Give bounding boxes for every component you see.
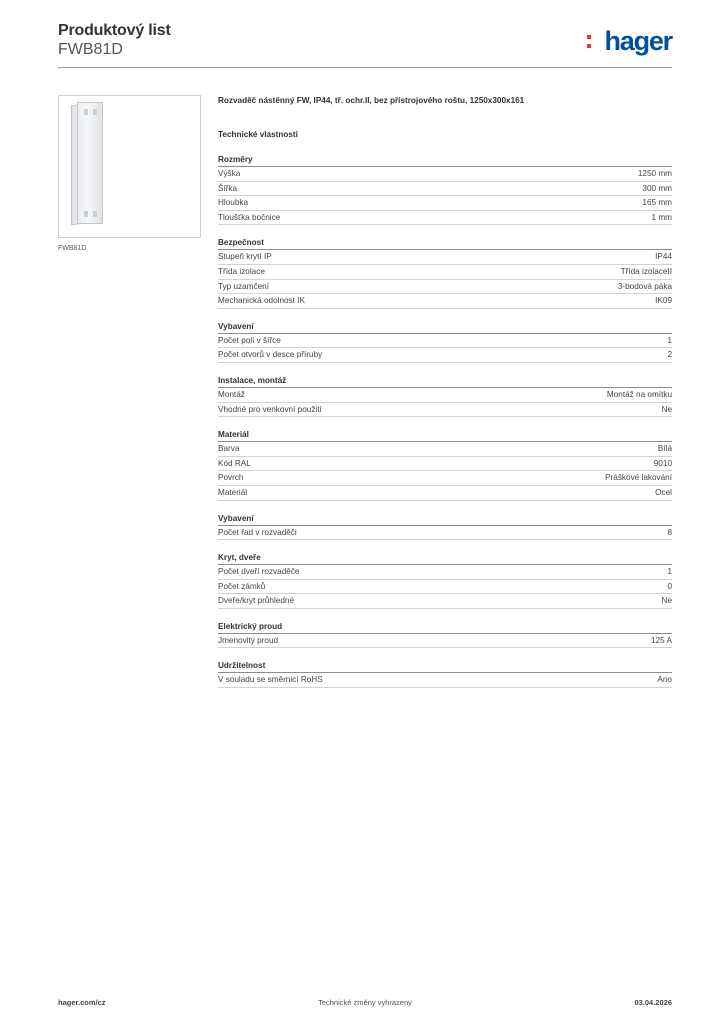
header-divider: [58, 67, 672, 68]
spec-value: 1250 mm: [637, 169, 672, 178]
spec-value: 125 A: [651, 635, 672, 645]
spec-row: [218, 280, 672, 295]
spec-label: Výška: [218, 169, 241, 178]
page-title: Produktový list: [58, 22, 171, 39]
spec-section: [218, 551, 672, 609]
spec-label: Vhodné pro venkovní použití: [218, 404, 322, 414]
spec-value: 300 mm: [642, 183, 672, 193]
section-title: Elektrický proud: [218, 620, 672, 634]
spec-sections: [218, 153, 672, 688]
spec-label: Dveře/kryt průhledné: [218, 596, 294, 606]
spec-row: [218, 403, 672, 418]
spec-row: [218, 471, 672, 486]
spec-row: [218, 565, 672, 580]
section-title: Vybavení: [218, 512, 672, 526]
spec-row: [218, 167, 672, 182]
section-title: Udržitelnost: [218, 659, 672, 673]
logo-accent-icon: [587, 35, 591, 51]
spec-label: Povrch: [218, 473, 244, 483]
spec-row: [218, 634, 672, 649]
spec-label: Montáž: [218, 389, 245, 399]
spec-label: Počet zámků: [218, 581, 266, 591]
spec-value: Ne: [661, 596, 672, 606]
image-caption: FWB81D: [58, 245, 87, 252]
spec-section: [218, 153, 672, 225]
page-header: [58, 20, 672, 70]
spec-value: IP44: [655, 252, 672, 262]
spec-row: [218, 442, 672, 457]
spec-label: Počet dveří rozvaděče: [218, 567, 300, 577]
cabinet-illustration: [71, 102, 103, 226]
section-title: Kryt, dveře: [218, 551, 672, 565]
spec-value: 3-bodová páka: [617, 281, 672, 291]
section-title: Materiál: [218, 428, 672, 442]
spec-row: [218, 348, 672, 363]
spec-label: Počet řad v rozvaděči: [218, 527, 297, 537]
page-footer: [58, 998, 672, 1010]
spec-value: 8: [667, 527, 672, 537]
spec-label: Stupeň krytí IP: [218, 252, 272, 262]
spec-value: Třída izolaceII: [620, 266, 672, 276]
spec-label: Šířka: [218, 183, 238, 193]
spec-row: [218, 486, 672, 501]
footer-website: hager.com/cz: [58, 998, 106, 1007]
spec-row: [218, 294, 672, 309]
spec-value: IK09: [655, 296, 672, 306]
spec-row: [218, 388, 672, 403]
section-title: Rozměry: [218, 153, 672, 167]
spec-label: Barva: [218, 444, 240, 454]
hager-logo: [562, 26, 672, 62]
spec-section: [218, 659, 672, 688]
spec-value: Montáž na omítku: [606, 389, 672, 399]
spec-label: Počet polí v šířce: [218, 335, 281, 345]
footer-notice: Technické změny vyhrazeny: [318, 998, 412, 1007]
spec-row: [218, 673, 672, 688]
spec-value: 9010: [653, 458, 672, 468]
spec-label: V souladu se směrnicí RoHS: [218, 675, 323, 685]
product-image-column: [58, 95, 201, 252]
spec-label: Typ uzamčení: [218, 281, 269, 291]
spec-row: [218, 250, 672, 265]
product-description: Rozvaděč nástěnný FW, IP44, tř. ochr.II, bez přístrojového roštu, 1250x300x161: [218, 96, 525, 105]
spec-row: [218, 265, 672, 280]
product-code: FWB81D: [58, 41, 123, 58]
spec-value: 1: [667, 335, 672, 345]
spec-value: Ne: [661, 404, 672, 414]
spec-section: [218, 320, 672, 363]
spec-section: [218, 374, 672, 417]
spec-row: [218, 457, 672, 472]
tech-properties-heading: Technické vlastnosti: [218, 130, 298, 139]
spec-label: Hloubka: [218, 198, 249, 208]
spec-row: [218, 334, 672, 349]
section-title: Instalace, montáž: [218, 374, 672, 388]
spec-section: [218, 428, 672, 500]
spec-value: 1 mm: [651, 212, 672, 222]
spec-section: [218, 512, 672, 541]
spec-value: Práškové lakování: [605, 473, 672, 483]
spec-label: Jmenovitý proud: [218, 635, 279, 645]
spec-row: [218, 196, 672, 211]
spec-row: [218, 211, 672, 226]
footer-date: 03.04.2026: [634, 998, 672, 1007]
spec-label: Mechanická odolnost IK: [218, 296, 305, 306]
product-image: [58, 95, 201, 238]
spec-value: Bílá: [657, 444, 672, 454]
spec-value: Ocel: [655, 487, 672, 497]
spec-row: [218, 580, 672, 595]
spec-column: [218, 94, 672, 688]
spec-label: Třída izolace: [218, 266, 265, 276]
spec-value: 2: [667, 350, 672, 360]
spec-row: [218, 594, 672, 609]
spec-value: 165 mm: [642, 198, 672, 208]
spec-section: [218, 236, 672, 308]
section-title: Vybavení: [218, 320, 672, 334]
spec-section: [218, 620, 672, 649]
spec-value: 0: [667, 581, 672, 591]
spec-value: Ano: [657, 675, 672, 685]
spec-label: Kód RAL: [218, 458, 251, 468]
section-title: Bezpečnost: [218, 236, 672, 250]
spec-label: Materiál: [218, 487, 248, 497]
spec-value: 1: [667, 567, 672, 577]
spec-label: Počet otvorů v desce příruby: [218, 350, 323, 360]
logo-text: hager: [604, 26, 672, 56]
spec-row: [218, 182, 672, 197]
spec-label: Tloušťka bočnice: [218, 212, 281, 222]
spec-row: [218, 526, 672, 541]
